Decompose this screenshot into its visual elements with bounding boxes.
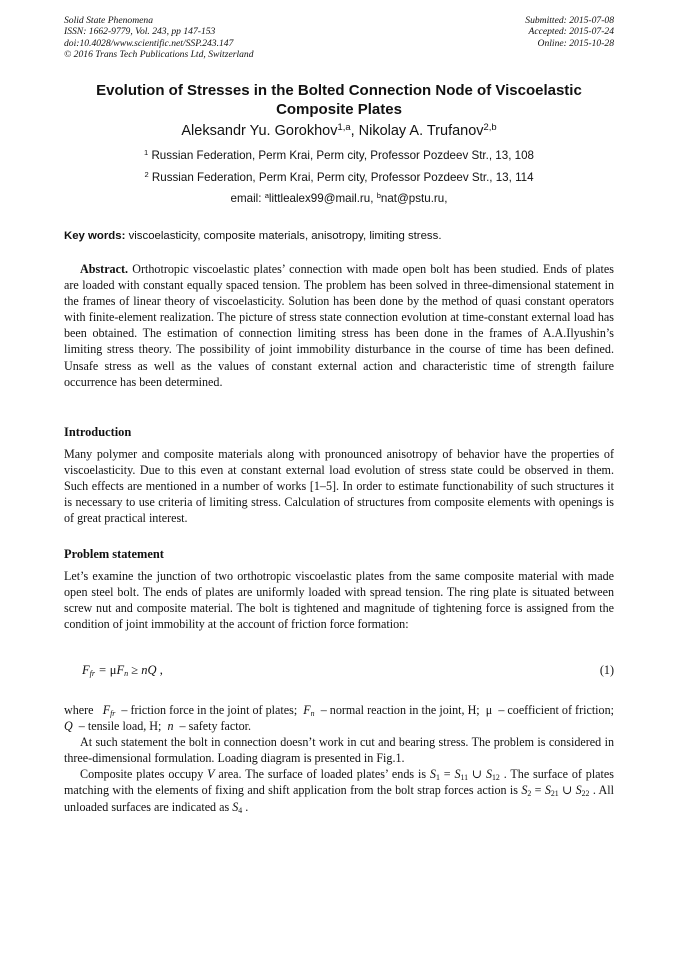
journal-name: Solid State Phenomena <box>64 15 153 26</box>
email-label: email: <box>230 192 265 205</box>
author-name: Nikolay A. Trufanov <box>358 123 484 139</box>
problem-paragraph: Let’s examine the junction of two orthotropic viscoelastic plates from the same composite material with made open steel bolt. The ends of plates are uniformly loaded with spread tension. The ring plate is situated between screw nut and composite material. The bolt is tightened and magnitude of tightening force is assigned from the condition of joint immobility at the account of friction force formation: <box>64 569 614 632</box>
affiliation-text: Russian Federation, Perm Krai, Perm city, Professor Pozdeev Str., 13, 108 <box>151 149 534 162</box>
section-heading: Introduction <box>64 425 132 439</box>
affiliation-mark: 1 <box>144 147 149 157</box>
author-affiliation-mark: 2,b <box>483 120 497 132</box>
journal-doi: doi:10.4028/www.scientific.net/SSP.243.147 <box>64 37 234 49</box>
email-line <box>64 192 614 206</box>
author-separator: , <box>350 123 359 139</box>
introduction-section <box>64 446 614 526</box>
keywords-label: Key words: <box>64 230 126 242</box>
email-address: littlealex99@mail.ru, <box>268 192 377 205</box>
accepted-date: Accepted: 2015-07-24 <box>528 26 614 38</box>
affiliation <box>64 149 614 163</box>
email-address: nat@pstu.ru, <box>380 192 448 205</box>
abstract-label: Abstract. <box>80 262 129 276</box>
author-affiliation-mark: 1,a <box>337 120 351 132</box>
equation-friction: $F_{fr} = \mu F_n$ ≥ nQ , <box>82 663 163 679</box>
journal-copyright: © 2016 Trans Tech Publications Ltd, Switzerland <box>64 49 254 61</box>
keywords <box>64 229 614 243</box>
abstract-paragraph <box>64 261 614 390</box>
email-mark: b <box>376 190 381 200</box>
equation-number: (1) <box>599 663 614 677</box>
equation-explanation <box>64 702 614 815</box>
introduction-paragraph: Many polymer and composite materials along with pronounced anisotropy of behavior have the properties of viscoelasticity. Due to this even at constant external load evolution of stress state could be observed in them. Such effects are mentioned in a number of works [1–5]. In order to estimate functionability of such structures it is necessary to use criteria of limiting stress. Calculation of structures from composite elements with openings is of great practical interest. <box>64 447 614 526</box>
section-heading: Problem statement <box>64 547 164 561</box>
affiliation <box>64 171 614 185</box>
affiliation-mark: 2 <box>144 169 149 179</box>
keywords-text: viscoelasticity, composite materials, anisotropy, limiting stress. <box>125 230 442 242</box>
abstract <box>64 261 614 390</box>
submission-dates <box>525 15 614 49</box>
author-name: Aleksandr Yu. Gorokhov <box>181 123 338 139</box>
email-mark: a <box>264 190 269 200</box>
statement-paragraph: At such statement the bolt in connection doesn’t work in cut and bearing stress. The problem is considered in three-dimensional formulation. Loading diagram is presented in Fig.1. <box>64 735 614 766</box>
submitted-date: Submitted: 2015-07-08 <box>525 15 614 26</box>
journal-info <box>64 15 254 61</box>
abstract-text: Orthotropic viscoelastic plates’ connection with made open bolt has been studied. Ends of plates are loaded with constant equally spaced tension. The problem has been solved in three-dimensional statement in the frames of linear theory of viscoelasticity. Solution has been done by the method of quasi constant operators with finite-element realization. The picture of stress state connection evolution at time-constant external load has been obtained. The estimation of connection limiting stress has been done in the frames of A.A.Ilyushin’s limiting stress theory. The possibility of joint immobility disturbance in the course of time has been defined. Unsafe stress as well as the values of constant external action and characteristic time of strength failure occurrence has been determined. <box>64 262 614 389</box>
surfaces-paragraph: Composite plates occupy V area. The surface of loaded plates’ ends is $S_1 = S_{11}$ ∪ $S_{12}$ . The surface of plates matching with the elements of fixing and shift application from the bolt strap forces action is $S_2 = S_{21}$ ∪ $S_{22}$ . All unloaded surfaces are indicated as $S_4$ . <box>64 767 614 815</box>
paper-title: Evolution of Stresses in the Bolted Connection Node of Viscoelastic Composite Plates <box>96 82 582 118</box>
journal-issn: ISSN: 1662-9779, Vol. 243, pp 147-153 <box>64 26 216 38</box>
online-date: Online: 2015-10-28 <box>537 37 614 49</box>
problem-section <box>64 568 614 632</box>
author-list <box>64 122 614 140</box>
affiliation-text: Russian Federation, Perm Krai, Perm city, Professor Pozdeev Str., 13, 114 <box>151 171 534 184</box>
where-paragraph: where $F_{fr}$ – friction force in the joint of plates; $F_n$ – normal reaction in the joint, H; μ – coefficient of friction; Q – tensile load, H; n – safety factor. <box>64 703 614 734</box>
